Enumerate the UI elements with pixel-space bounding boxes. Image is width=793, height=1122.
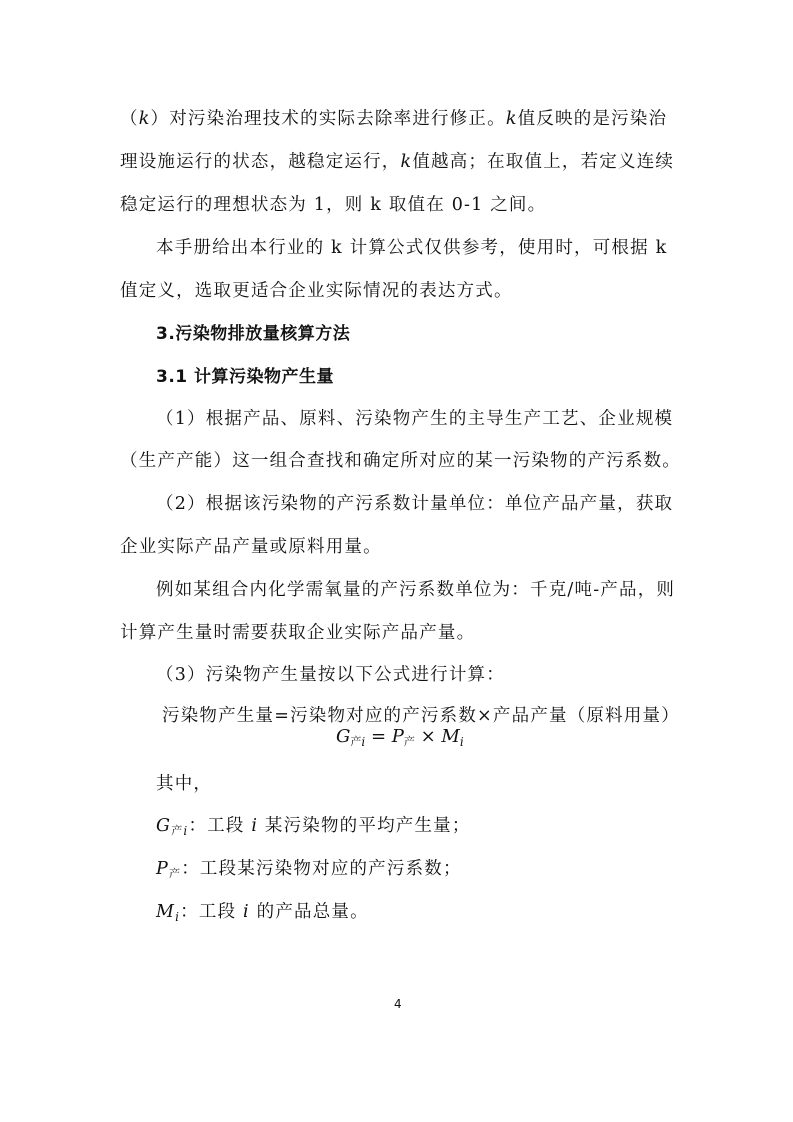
- def-sub: 产: [171, 824, 184, 837]
- formula: [336, 726, 464, 749]
- text: 值越高；在取值上，若定义连续: [412, 152, 675, 172]
- example-line: 计算产生量时需要获取企业实际产品产量。: [120, 623, 476, 643]
- definition-line: [156, 898, 369, 924]
- definition-line: [156, 855, 462, 881]
- k-symbol: k: [138, 109, 151, 129]
- text: ）对污染治理技术的实际去除率进行修正。: [150, 109, 506, 129]
- formula-sub-i: i: [361, 735, 366, 749]
- def-symbol: G: [156, 816, 172, 836]
- step-line: （1）根据产品、原料、污染物产生的主导生产工艺、企业规模: [156, 409, 674, 429]
- step-line: （生产产能）这一组合查找和确定所对应的某一污染物的产污系数。: [120, 451, 681, 471]
- text: i: [251, 816, 259, 836]
- formula-eq: =: [365, 726, 392, 747]
- page-number: 4: [394, 997, 402, 1011]
- formula-times: ×: [414, 726, 442, 747]
- k-symbol: k: [505, 109, 518, 129]
- def-sub-i: i: [183, 824, 189, 838]
- where-label: 其中，: [156, 774, 213, 794]
- formula-P: P: [391, 726, 404, 747]
- definition-line: [156, 812, 471, 838]
- formula-sub-i: i: [459, 735, 464, 749]
- def-symbol: P: [156, 859, 169, 879]
- text: 的产品总量。: [249, 902, 369, 922]
- subsection-heading: 3.1 计算污染物产生量: [156, 367, 335, 387]
- example-line: 例如某组合内化学需氧量的产污系数单位为：千克/吨-产品，则: [156, 580, 676, 600]
- def-sub: 产: [168, 867, 182, 880]
- def-sub-i: i: [175, 910, 181, 924]
- k-symbol: k: [400, 152, 413, 172]
- step-line: （3）污染物产生量按以下公式进行计算：: [156, 665, 505, 685]
- paragraph-line: 稳定运行的理想状态为 1，则 k 取值在 0-1 之间。: [120, 195, 547, 215]
- def-symbol: M: [156, 902, 176, 922]
- formula-G: G: [336, 726, 351, 747]
- text: （: [120, 109, 139, 129]
- text: 值反映的是污染治: [517, 109, 668, 129]
- paragraph-line: 本手册给出本行业的 k 计算公式仅供参考，使用时，可根据 k: [156, 238, 668, 258]
- text: ：工段某污染物对应的产污系数；: [181, 859, 462, 879]
- text: i: [243, 902, 250, 922]
- formula-text: 污染物产生量=污染物对应的产污系数×产品产量（原料用量）: [162, 706, 680, 726]
- step-line: 企业实际产品产量或原料用量。: [120, 537, 382, 557]
- formula-sub: 产: [350, 735, 362, 748]
- paragraph-line: [120, 105, 667, 130]
- text: 某污染物的平均产生量；: [258, 816, 471, 836]
- text: ：工段: [188, 816, 252, 836]
- formula-M: M: [441, 726, 460, 747]
- step-line: （2）根据该污染物的产污系数计量单位：单位产品产量，获取: [156, 494, 674, 514]
- paragraph-line: 值定义，选取更适合企业实际情况的表达方式。: [120, 281, 513, 301]
- text: ：工段: [180, 902, 244, 922]
- section-heading: 3.污染物排放量核算方法: [156, 324, 351, 344]
- formula-sub: 产: [403, 735, 415, 748]
- paragraph-line: [120, 148, 674, 173]
- text: 理设施运行的状态，越稳定运行，: [120, 152, 401, 172]
